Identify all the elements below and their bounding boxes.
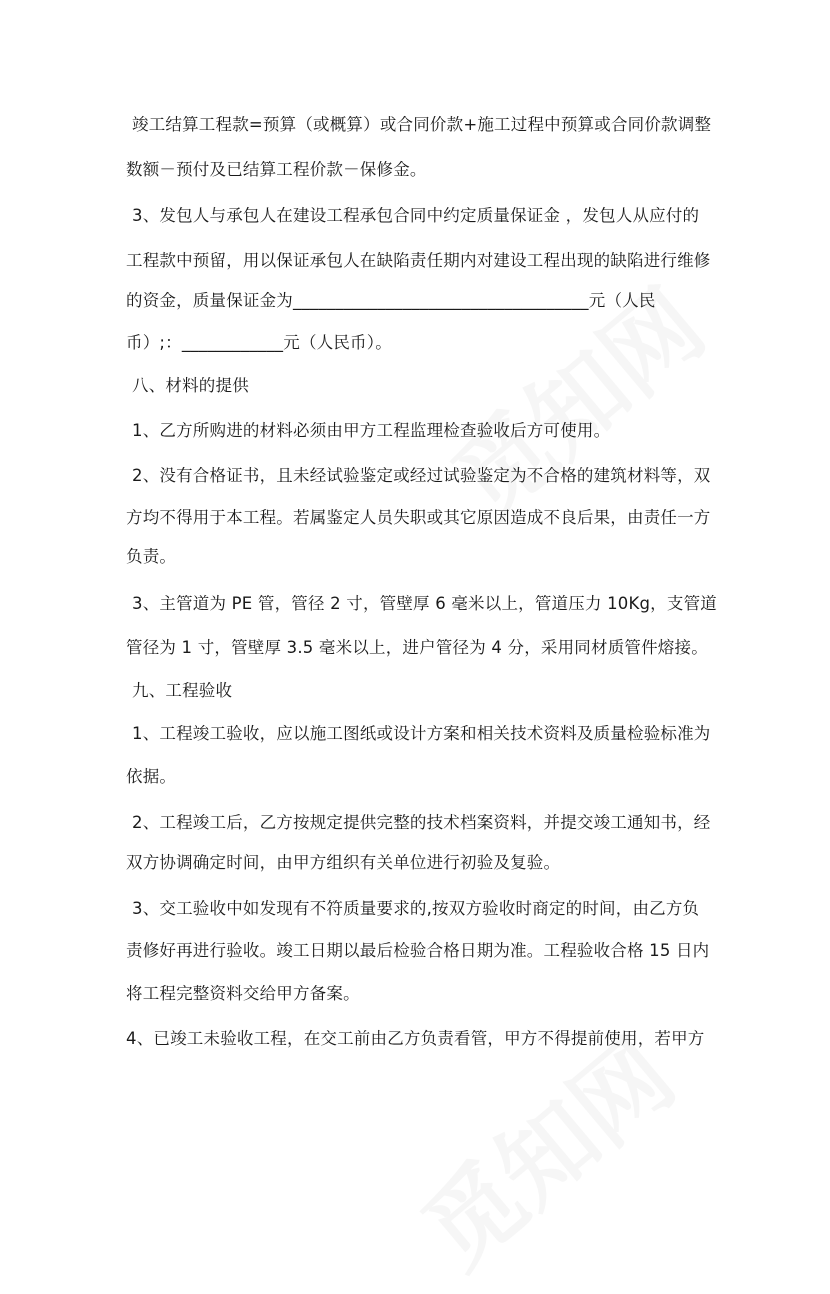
- section-heading: 八、材料的提供: [132, 376, 249, 395]
- paragraph-line: 双方协调确定时间，由甲方组织有关单位进行初验及复验。: [126, 853, 561, 872]
- paragraph-line: 方均不得用于本工程。若属鉴定人员失职或其它原因造成不良后果，由责任一方: [126, 508, 711, 527]
- paragraph-line: 2、没有合格证书，且未经试验鉴定或经过试验鉴定为不合格的建筑材料等，双: [132, 466, 711, 485]
- paragraph-line: 依据。: [126, 767, 177, 786]
- paragraph-line: 1、乙方所购进的材料必须由甲方工程监理检查验收后方可使用。: [132, 421, 611, 440]
- paragraph-line: 竣工结算工程款=预算（或概算）或合同价款+施工过程中预算或合同价款调整: [132, 115, 712, 134]
- paragraph-line: 管径为 1 寸，管壁厚 3.5 毫米以上，进户管径为 4 分，采用同材质管件熔接。: [126, 638, 708, 657]
- paragraph-line: 的资金，质量保证金为___________________________________元（人民: [126, 291, 656, 310]
- paragraph-line: 币）;：____________元（人民币）。: [126, 333, 392, 352]
- paragraph-line: 数额－预付及已结算工程价款－保修金。: [126, 160, 427, 179]
- paragraph-line: 将工程完整资料交给甲方备案。: [126, 984, 360, 1003]
- section-heading: 九、工程验收: [132, 681, 233, 700]
- paragraph-line: 工程款中预留，用以保证承包人在缺陷责任期内对建设工程出现的缺陷进行维修: [126, 251, 711, 270]
- paragraph-line: 3、发包人与承包人在建设工程承包合同中约定质量保证金 ，发包人从应付的: [132, 206, 700, 225]
- paragraph-line: 责修好再进行验收。竣工日期以最后检验合格日期为准。工程验收合格 15 日内: [126, 941, 710, 960]
- paragraph-line: 负责。: [126, 547, 177, 566]
- paragraph-line: 3、主管道为 PE 管，管径 2 寸，管壁厚 6 毫米以上，管道压力 10Kg，支管道: [132, 594, 717, 613]
- paragraph-line: 2、工程竣工后，乙方按规定提供完整的技术档案资料，并提交竣工通知书，经: [132, 813, 711, 832]
- paragraph-line: 1、工程竣工验收，应以施工图纸或设计方案和相关技术资料及质量检验标准为: [132, 724, 711, 743]
- paragraph-line: 4、已竣工未验收工程，在交工前由乙方负责看管，甲方不得提前使用，若甲方: [126, 1029, 705, 1048]
- paragraph-line: 3、交工验收中如发现有不符质量要求的,按双方验收时商定的时间，由乙方负: [132, 899, 700, 918]
